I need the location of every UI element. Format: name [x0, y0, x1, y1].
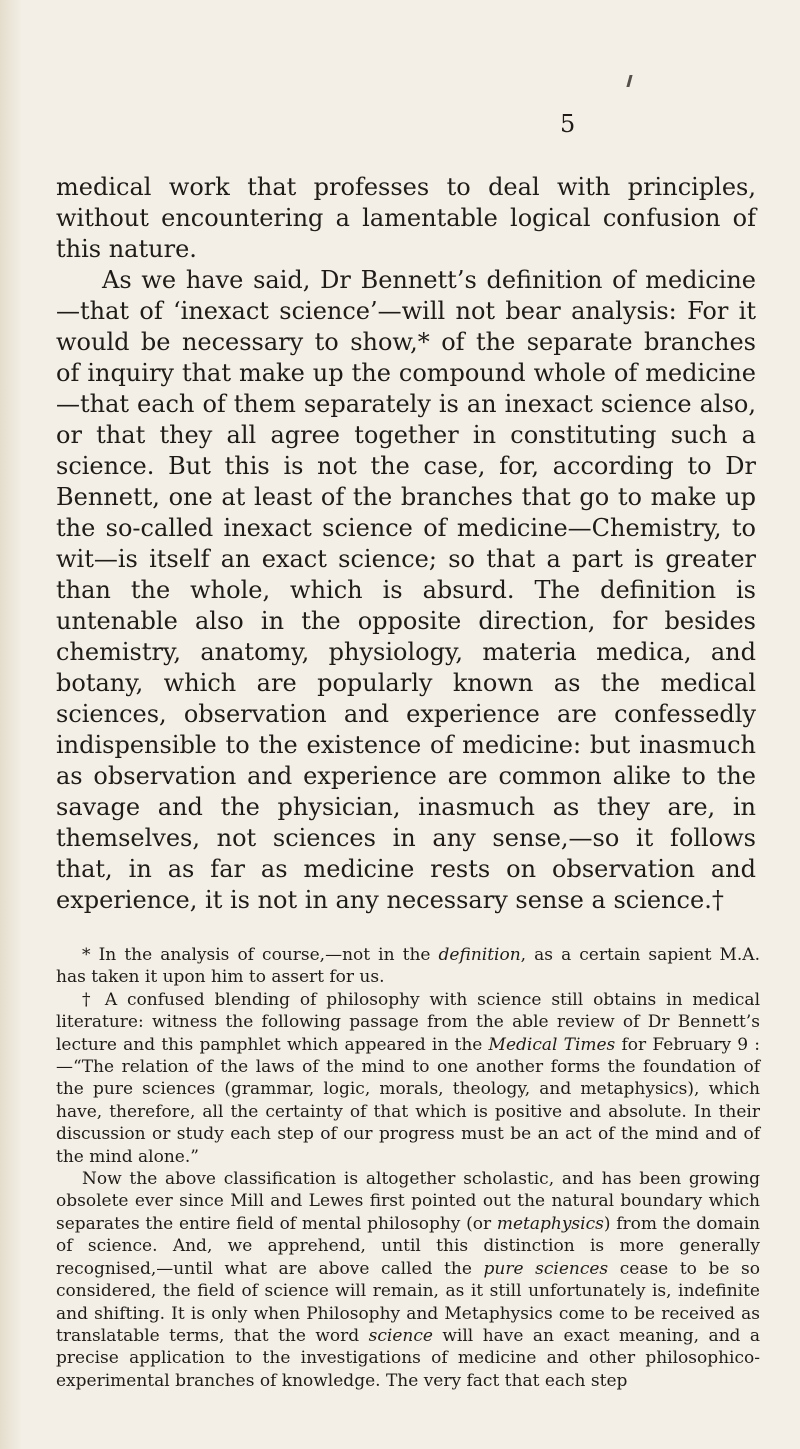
footnotes: [56, 944, 760, 1392]
footnote-1-marker: *: [82, 945, 99, 965]
footnote-3-emph-2: pure sciences: [483, 1258, 609, 1279]
footnote-3-text-c: cease to be so considered, the field of science will remain, as it still unfortunately is, indefinite and shifting. It is only when Philosophy and Metaphysics come to be received as translatable terms, that the word: [56, 1258, 761, 1346]
footnote-3-text-a: Now the above classification is altogether scholastic, and has been growing obsolete ever since Mill and Lewes first pointed out the natural boundary which separates the entire field of mental philosophy (or: [56, 1169, 760, 1234]
footnote-3-emph-1: metaphysics: [496, 1213, 604, 1234]
page-edge: [0, 0, 22, 1449]
footnote-1-text-b: , as a certain sapient M.A. has taken it upon him to assert for us.: [56, 945, 760, 988]
page-number: 5: [560, 110, 576, 138]
paragraph-1: medical work that professes to deal with principles, without encountering a lamentable logical confusion of this nature.: [56, 173, 756, 263]
paragraph-2-text-b: of the separate branches of inquiry that make up the compound whole of medicine—that each of them separately is an inexact science also, or that they all agree together in constituting such a science. But this is not the case, for, according to Dr Bennett, one at least of the branches that go to make up the so-called inexact science of medicine—Chemistry, to wit—is itself an exact science; so that a part is greater than the whole, which is absurd. The definition is untenable also in the opposite direction, for besides chemistry, anatomy, physiology, materia medica, and botany, which are popularly known as the medical sciences, observation and experience are confessedly indispensible to the existence of medicine: but inasmuch as observation and experience are common alike to the savage and the physician, inasmuch as they are, in themselves, not sciences in any sense,—so it follows that, in as far as medicine rests on observation and experience, it is not in any necessary sense a science.: [56, 328, 756, 914]
footnote-2: [56, 989, 760, 1168]
footnote-2-text-a: A confused blending of philosophy with science still obtains in medical literature: witness the following passage from the able review of Dr Bennett’s lecture and this pamphlet which appeared in the: [56, 989, 761, 1055]
footnote-3-text-d: will have an exact meaning, and a precise application to the investigations of medicine and other philosophico-experimental branches of knowledge. The very fact that each step: [56, 1325, 760, 1391]
footnote-2-emph: Medical Times: [488, 1034, 616, 1055]
main-text: [56, 172, 756, 916]
footnote-1: [56, 944, 760, 989]
paragraph-2: [56, 265, 756, 916]
footnote-1-emph: definition: [438, 945, 521, 965]
corner-mark: [626, 75, 632, 87]
footnote-ref-dagger: †: [711, 886, 724, 914]
paragraph-2-text-a: As we have said, Dr Bennett’s definition of medicine—that of ‘inexact science’—will not bear analysis: For it would be necessary to show,: [56, 266, 756, 356]
footnote-3-emph-3: science: [368, 1325, 433, 1346]
footnote-ref-star: *: [417, 328, 430, 356]
footnote-3-text-b: ) from the domain of science. And, we apprehend, until this distinction is more generally recognised,—until what are above called the: [56, 1213, 761, 1279]
footnote-2-marker: †: [82, 989, 105, 1010]
footnote-1-text-a: In the analysis of course,—not in the: [98, 945, 439, 965]
footnote-2-text-b: for February 9 :—“The relation of the laws of the mind to one another forms the foundation of the pure sciences (grammar, logic, morals, theology, and metaphysics), which have, therefore, all the certainty of that which is positive and absolute. In their discussion or study each step of our progress must be an act of the mind and of the mind alone.”: [56, 1034, 761, 1167]
footnote-3: [56, 1168, 760, 1392]
